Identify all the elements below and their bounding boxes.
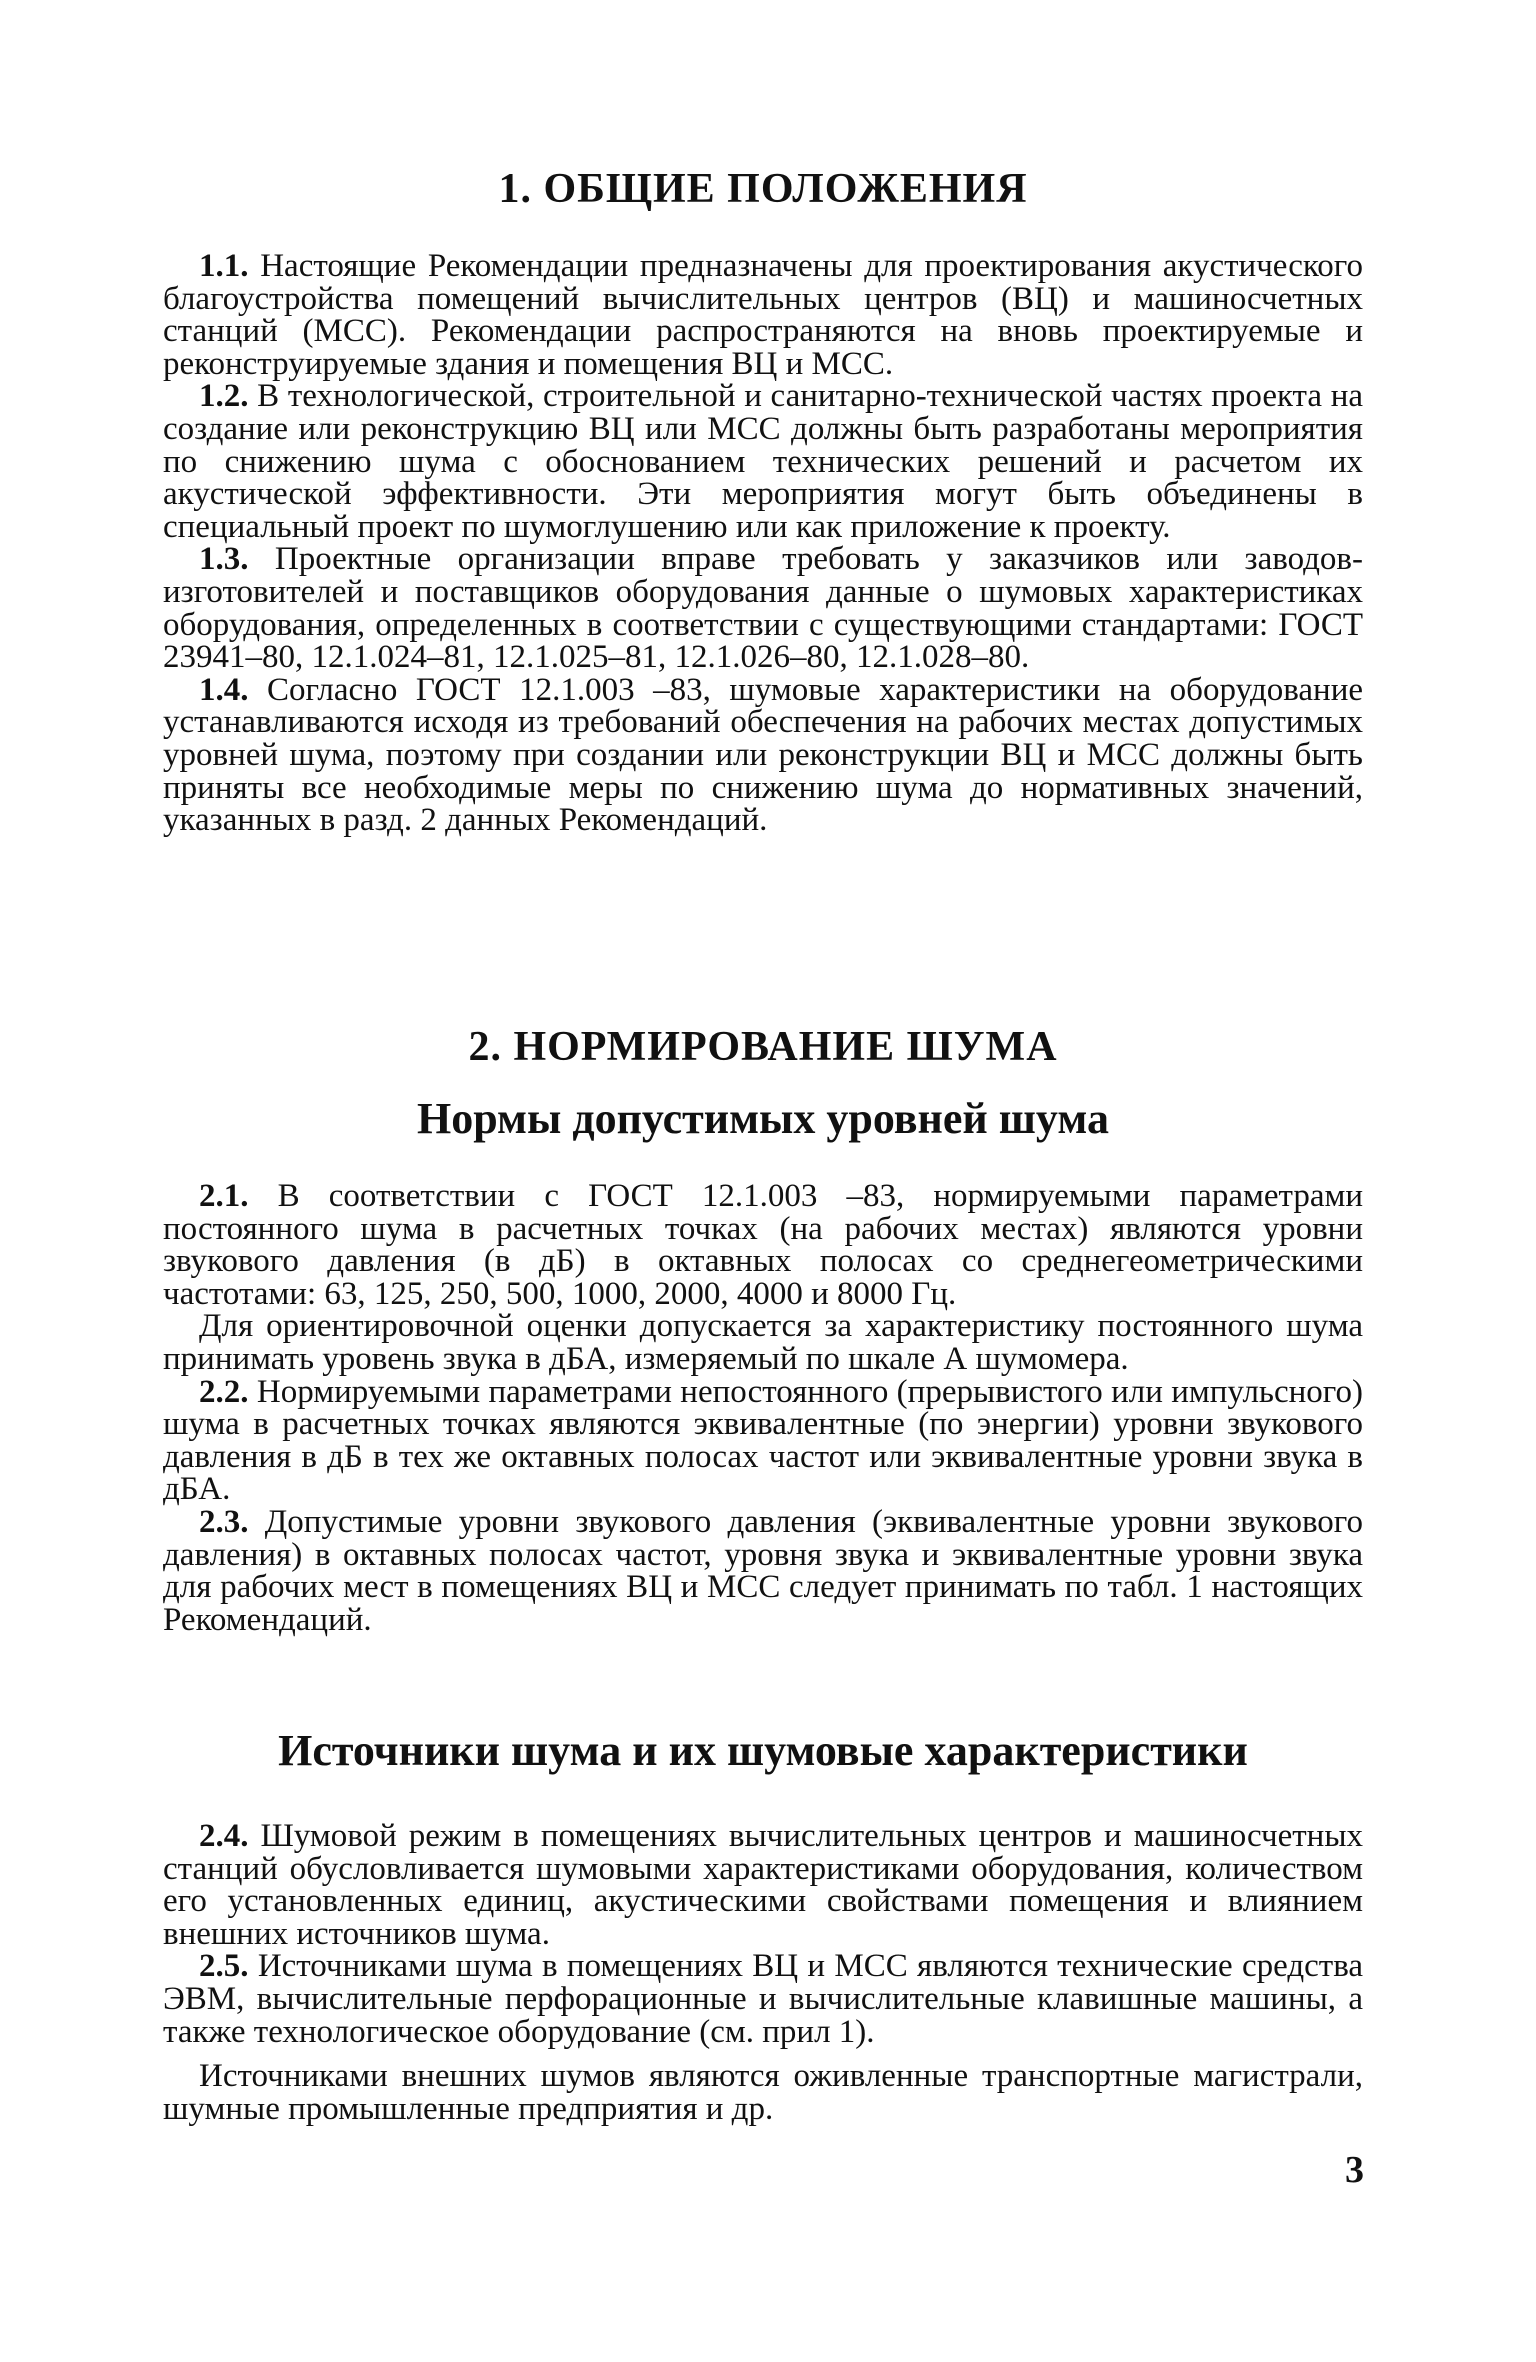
- paragraph-2-3: [163, 1503, 1364, 1638]
- section-2-body: [163, 1180, 1363, 1636]
- paragraph-number: 2.3.: [199, 1503, 249, 1540]
- paragraph-2-4: [163, 1820, 1363, 1950]
- paragraph-text: Допустимые уровни звукового давления (эквивалентные уровни звукового давления) в октавных полосах частот, уровня звука и эквивалентные уровни звука для рабочих мест в помещениях ВЦ и МСС следует принимать по табл. 1 настоящих Рекомендаций.: [163, 1503, 1364, 1638]
- section-3-subtitle: Источники шума и их шумовые характеристики: [278, 1726, 1248, 1775]
- paragraph-1-2: [163, 380, 1363, 543]
- paragraph-number: 2.2.: [199, 1373, 249, 1410]
- paragraph-1-1: [163, 250, 1363, 380]
- paragraph-2-5: [163, 1950, 1363, 2048]
- paragraph-text: В соответствии с ГОСТ 12.1.003 –83, нормируемыми параметрами постоянного шума в расчетных точках (на рабочих местах) являются уровни звукового давления (в дБ) в октавных полосах со среднегеометрическими частотами: 63, 125, 250, 500, 1000, 2000, 4000 и 8000 Гц.: [163, 1178, 1364, 1312]
- paragraph-number: 2.5.: [199, 1948, 249, 1985]
- paragraph-text: Проектные организации вправе требовать у заказчиков или заводов-изготовителей и поставщиков оборудования данные о шумовых характеристиках оборудования, определенных в соответствии с существующими стандартами: ГОСТ 23941–80, 12.1.024–81, 12.1.025–81, 12.1.026–80, 12.1.028–80.: [163, 541, 1364, 676]
- paragraph-text: Шумовой режим в помещениях вычислительных центров и машиносчетных станций обусловливается шумовыми характеристиками оборудования, количеством его установленных единиц, акустическими свойствами помещения и влиянием внешних источников шума.: [163, 1818, 1363, 1952]
- paragraph-text: В технологической, строительной и санитарно-технической частях проекта на создание или реконструкцию ВЦ или МСС должны быть разработаны мероприятия по снижению шума с обоснованием технических решений и расчетом их акустической эффективности. Эти мероприятия могут быть объединены в специальный проект по шумоглушению или как приложение к проекту.: [163, 378, 1364, 545]
- paragraph-2-5-note: [163, 2060, 1363, 2125]
- paragraph-2-1-note: [163, 1310, 1363, 1375]
- paragraph-text: Для ориентировочной оценки допускается за характеристику постоянного шума принимать уровень звука в дБА, измеряемый по шкале А шумомера.: [163, 1308, 1363, 1377]
- paragraph-text: Согласно ГОСТ 12.1.003 –83, шумовые характеристики на оборудование устанавливаются исходя из требований обеспечения на рабочих местах допустимых уровней шума, поэтому при создании или реконструкции ВЦ и МСС должны быть приняты все необходимые меры по снижению шума до нормативных значений, указанных в разд. 2 данных Рекомендаций.: [163, 671, 1364, 839]
- paragraph-number: 1.1.: [199, 248, 249, 284]
- paragraph-2-1: [163, 1180, 1363, 1310]
- paragraph-text: Источниками внешних шумов являются оживленные транспортные магистрали, шумные промышленные предприятия и др.: [163, 2058, 1363, 2127]
- section-3-body: [163, 1820, 1363, 2125]
- paragraph-1-3: [163, 541, 1364, 676]
- paragraph-number: 2.4.: [199, 1818, 249, 1854]
- paragraph-2-2: [163, 1373, 1363, 1508]
- paragraph-number: 2.1.: [199, 1178, 249, 1214]
- section-2-subtitle: Нормы допустимых уровней шума: [416, 1094, 1110, 1143]
- section-1-body: [163, 250, 1363, 837]
- section-2-title: 2. НОРМИРОВАНИЕ ШУМА: [468, 1024, 1058, 1070]
- paragraph-number: 1.4.: [199, 671, 249, 708]
- paragraph-text: Настоящие Рекомендации предназначены для проектирования акустического благоустройства помещений вычислительных центров (ВЦ) и машиносчетных станций (МСС). Рекомендации распространяются на вновь проектируемые и реконструируемые здания и помещения ВЦ и МСС.: [163, 248, 1363, 382]
- paragraph-text: Нормируемыми параметрами непостоянного (прерывистого или импульсного) шума в расчетных точках являются эквивалентные (по энергии) уровни звукового давления в дБ в тех же октавных полосах частот или эквивалентные уровни звука в дБА.: [163, 1373, 1363, 1508]
- section-1-title: 1. ОБЩИЕ ПОЛОЖЕНИЯ: [498, 166, 1028, 212]
- paragraph-number: 1.2.: [199, 378, 249, 415]
- paragraph-text: Источниками шума в помещениях ВЦ и МСС являются технические средства ЭВМ, вычислительные перфорационные и вычислительные клавишные машины, а также технологическое оборудование (см. прил 1).: [163, 1948, 1364, 2050]
- paragraph-number: 1.3.: [199, 541, 249, 578]
- paragraph-1-4: [163, 671, 1364, 839]
- page-number: 3: [1345, 2149, 1364, 2191]
